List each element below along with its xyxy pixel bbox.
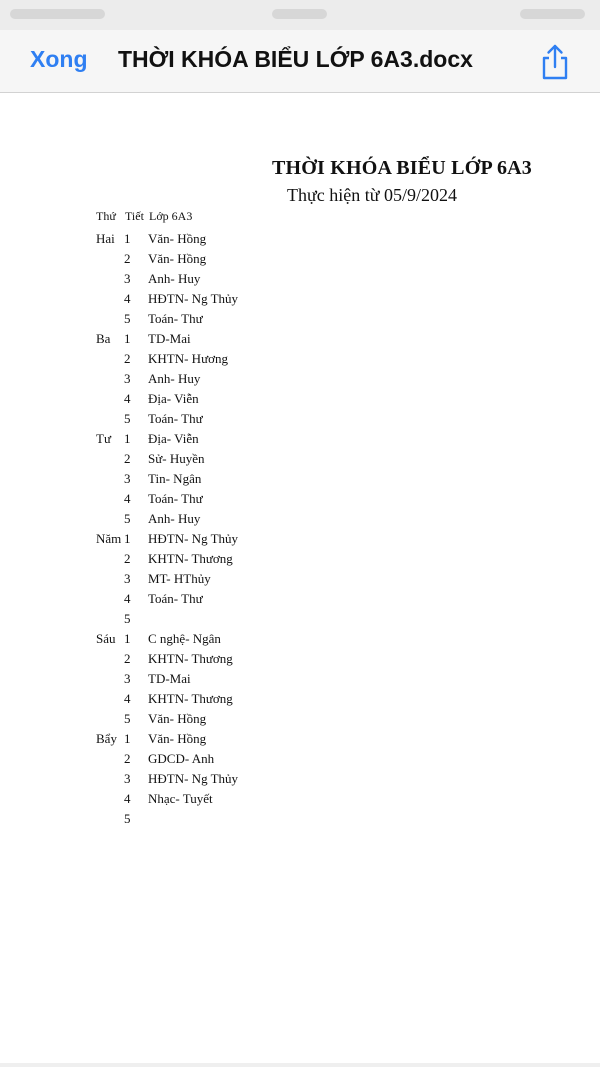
- table-row: [0, 511, 600, 529]
- subject-teacher: Tin- Ngân: [148, 471, 202, 486]
- period-number: 4: [124, 391, 131, 406]
- period-number: 4: [124, 691, 131, 706]
- done-button[interactable]: Xong: [30, 46, 88, 72]
- table-row: [0, 711, 600, 729]
- day-label: Năm: [96, 531, 122, 546]
- day-label: Tư: [96, 431, 111, 446]
- period-number: 4: [124, 591, 131, 606]
- period-number: 2: [124, 251, 131, 266]
- period-number: 1: [124, 431, 131, 446]
- subject-teacher: Địa- Viễn: [148, 431, 199, 446]
- period-number: 5: [124, 511, 131, 526]
- document-subtitle: Thực hiện từ 05/9/2024: [287, 185, 457, 205]
- table-row: [0, 291, 600, 309]
- subject-teacher: HĐTN- Ng Thủy: [148, 531, 239, 546]
- subject-teacher: KHTN- Thương: [148, 551, 233, 566]
- subject-teacher: Địa- Viễn: [148, 391, 199, 406]
- period-number: 1: [124, 231, 131, 246]
- subject-teacher: KHTN- Hương: [148, 351, 228, 366]
- period-number: 5: [124, 411, 131, 426]
- clock-blurred: [272, 9, 327, 19]
- day-label: Ba: [96, 331, 111, 346]
- table-row: [0, 431, 600, 449]
- subject-teacher: KHTN- Thương: [148, 691, 233, 706]
- period-number: 4: [124, 491, 131, 506]
- period-number: 5: [124, 311, 131, 326]
- period-number: 3: [124, 371, 131, 386]
- header-period: Tiết: [125, 209, 144, 223]
- share-icon: [538, 43, 572, 81]
- table-row: [0, 591, 600, 609]
- table-row: [0, 491, 600, 509]
- table-row: [0, 371, 600, 389]
- navigation-bar: [0, 30, 600, 93]
- table-row: [0, 771, 600, 789]
- table-row: [0, 651, 600, 669]
- subject-teacher: Anh- Huy: [148, 371, 201, 386]
- period-number: 3: [124, 671, 131, 686]
- period-number: 2: [124, 451, 131, 466]
- bottom-edge: [0, 1063, 600, 1067]
- day-label: Bẩy: [96, 731, 117, 746]
- subject-teacher: Toán- Thư: [148, 591, 203, 606]
- table-row: [0, 311, 600, 329]
- table-row: [0, 691, 600, 709]
- period-number: 3: [124, 771, 131, 786]
- header-day: Thứ: [96, 209, 116, 223]
- subject-teacher: HĐTN- Ng Thủy: [148, 771, 239, 786]
- period-number: 5: [124, 811, 131, 826]
- table-row: [0, 811, 600, 829]
- table-row: [0, 351, 600, 369]
- table-row: [0, 271, 600, 289]
- carrier-signal-blurred: [10, 9, 105, 19]
- table-row: [0, 551, 600, 569]
- table-row: [0, 471, 600, 489]
- period-number: 2: [124, 651, 131, 666]
- day-label: Sáu: [96, 631, 116, 646]
- subject-teacher: Anh- Huy: [148, 511, 201, 526]
- subject-teacher: Anh- Huy: [148, 271, 201, 286]
- period-number: 2: [124, 551, 131, 566]
- subject-teacher: Toán- Thư: [148, 411, 203, 426]
- period-number: 1: [124, 331, 131, 346]
- subject-teacher: Văn- Hồng: [148, 711, 207, 726]
- subject-teacher: TD-Mai: [148, 331, 191, 346]
- period-number: 4: [124, 291, 131, 306]
- table-row: [0, 611, 600, 629]
- period-number: 3: [124, 471, 131, 486]
- subject-teacher: Văn- Hồng: [148, 231, 207, 246]
- subject-teacher: HĐTN- Ng Thủy: [148, 291, 239, 306]
- period-number: 1: [124, 531, 131, 546]
- subject-teacher: TD-Mai: [148, 671, 191, 686]
- period-number: 2: [124, 751, 131, 766]
- table-row: [0, 451, 600, 469]
- subject-teacher: Nhạc- Tuyết: [148, 791, 213, 806]
- table-row: [0, 731, 600, 749]
- subject-teacher: Sử- Huyền: [148, 451, 205, 466]
- subject-teacher: Văn- Hồng: [148, 251, 207, 266]
- document-title: THỜI KHÓA BIỂU LỚP 6A3: [272, 157, 533, 179]
- subject-teacher: KHTN- Thương: [148, 651, 233, 666]
- subject-teacher: Văn- Hồng: [148, 731, 207, 746]
- period-number: 4: [124, 791, 131, 806]
- table-row: [0, 571, 600, 589]
- subject-teacher: Toán- Thư: [148, 491, 203, 506]
- table-row: [0, 231, 600, 249]
- table-row: [0, 671, 600, 689]
- table-row: [0, 251, 600, 269]
- status-bar: [0, 0, 600, 30]
- table-row: [0, 791, 600, 809]
- table-row: [0, 751, 600, 769]
- table-row: [0, 411, 600, 429]
- subject-teacher: MT- HThủy: [148, 571, 211, 586]
- period-number: 1: [124, 631, 131, 646]
- share-button[interactable]: [538, 43, 572, 81]
- day-label: Hai: [96, 231, 115, 246]
- document-filename-title: THỜI KHÓA BIỂU LỚP 6A3.docx: [118, 46, 473, 72]
- header-class: Lớp 6A3: [149, 209, 193, 223]
- table-row: [0, 631, 600, 649]
- period-number: 3: [124, 571, 131, 586]
- period-number: 5: [124, 611, 131, 626]
- subject-teacher: GDCD- Anh: [148, 751, 215, 766]
- period-number: 2: [124, 351, 131, 366]
- table-row: [0, 531, 600, 549]
- document-page: [0, 93, 600, 1067]
- table-row: [0, 331, 600, 349]
- battery-blurred: [520, 9, 585, 19]
- subject-teacher: C nghệ- Ngân: [148, 631, 221, 646]
- period-number: 5: [124, 711, 131, 726]
- period-number: 3: [124, 271, 131, 286]
- subject-teacher: Toán- Thư: [148, 311, 203, 326]
- table-row: [0, 391, 600, 409]
- period-number: 1: [124, 731, 131, 746]
